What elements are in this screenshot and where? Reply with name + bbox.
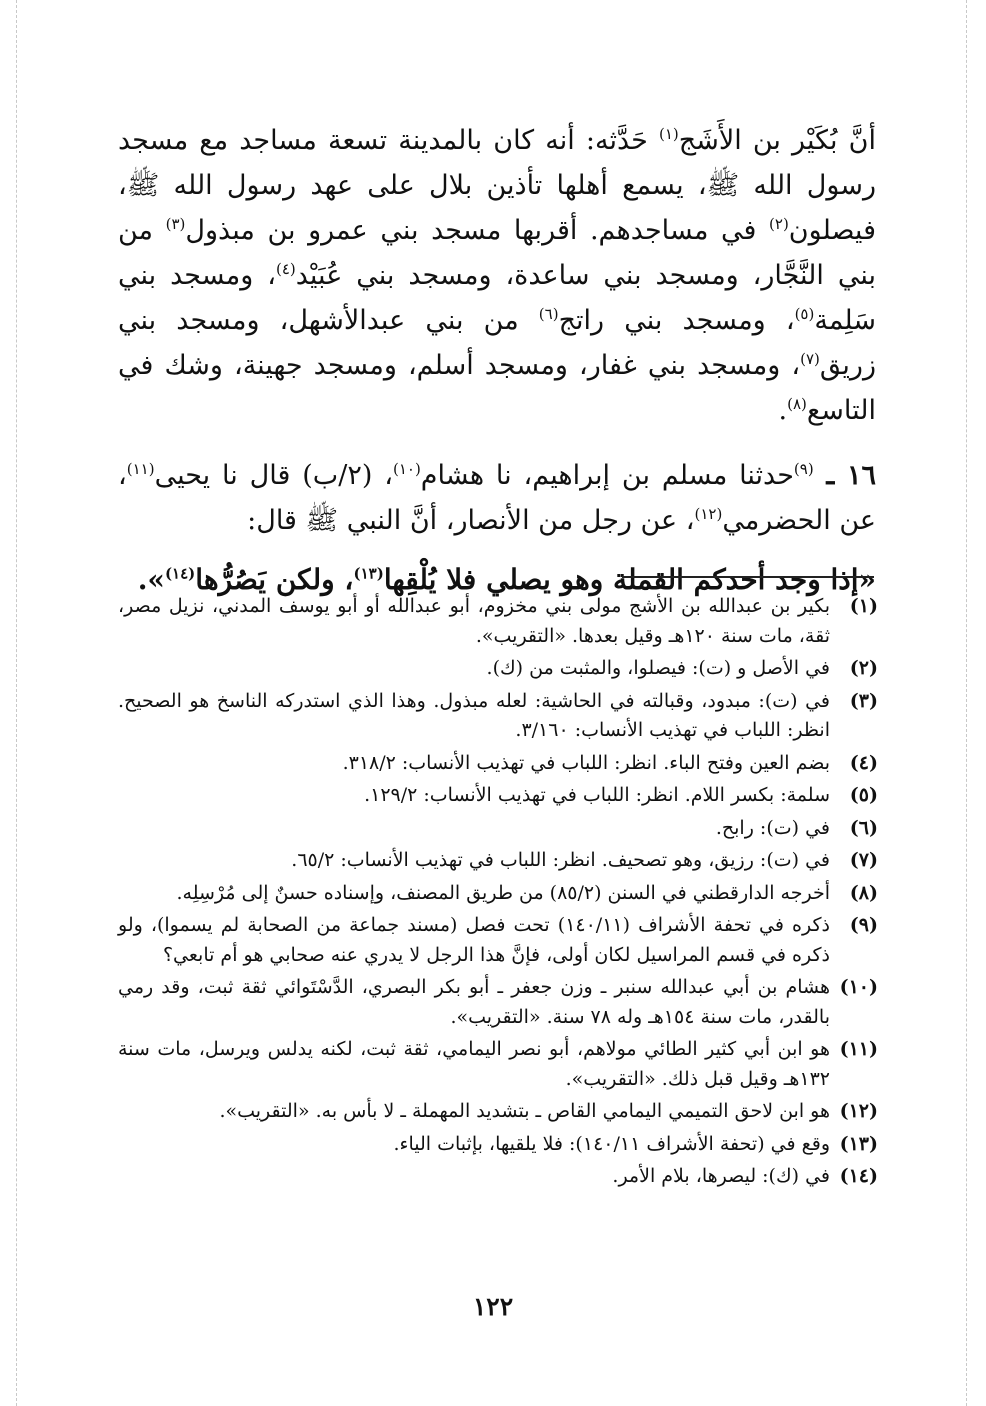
footnote-item <box>118 846 878 876</box>
footnote-ref: (٢) <box>769 215 789 233</box>
footnote-number: (١٢) <box>839 1100 878 1122</box>
text-segment: ، عن الحضرمي <box>118 460 876 536</box>
footnote-number: (٣) <box>849 689 878 712</box>
footnote-number: (١١) <box>839 1038 878 1060</box>
footnote-ref: (١٣) <box>353 564 384 583</box>
footnote-item <box>118 814 878 844</box>
text-segment: ». <box>137 563 165 596</box>
footnote-text: في (ك): ليصرها، بلام الأمر. <box>612 1165 830 1187</box>
footnote-text: هشام بن أبي عبدالله سنبر ـ وزن جعفر ـ أبو بكر البصري، الدَّسْتَوائي ثقة ثبت، وقد رمي بالقدر، مات سنة ١٥٤هـ وله ٧٨ سنة. «التقريب». <box>118 976 830 1028</box>
footnote-item <box>118 592 878 651</box>
text-segment: من بني النَّجَّار، ومسجد بني ساعدة، ومسجد بني عُبَيْد <box>118 215 877 291</box>
paragraph-mosques <box>118 118 876 433</box>
footnote-text: وقع في (تحفة الأشراف ١٤٠/١١): فلا يلقيها، بإثبات الياء. <box>393 1132 830 1155</box>
footnote-ref: (٩) <box>793 460 814 478</box>
footnote-text: في (ت): رزيق، وهو تصحيف. انظر: اللباب في تهذيب الأنساب: ٦٥/٢. <box>291 849 830 871</box>
footnote-text: سلمة: بكسر اللام. انظر: اللباب في تهذيب الأنساب: ١٢٩/٢. <box>364 784 830 806</box>
footnote-number: (٧) <box>849 849 878 871</box>
footnote-text: بكير بن عبدالله بن الأشج مولى بني مخزوم، أبو عبدالله أو أبو يوسف المدني، نزيل مصر، ثقة، مات سنة ١٢٠هـ وقيل بعدها. «التقريب». <box>118 595 830 647</box>
footnote-ref: (١٢) <box>694 505 723 523</box>
text-segment: . <box>778 395 788 426</box>
footnote-ref: (٥) <box>794 305 815 323</box>
text-segment: أنَّ بُكَيْر بن الأَشَج <box>678 125 876 156</box>
footnote-item <box>118 1097 878 1127</box>
footnote-number: (٩) <box>849 914 878 936</box>
footnote-ref: (٧) <box>800 350 820 368</box>
text-segment: حَدَّثه: أنه كان بالمدينة تسعة مساجد مع مسجد رسول الله ﷺ، يسمع أهلها تأذين بلال على عهد رسول الله ﷺ، فيصلون <box>118 125 876 246</box>
footnote-text: بضم العين وفتح الباء. انظر: اللباب في تهذيب الأنساب: ٣١٨/٢. <box>342 751 830 774</box>
footnote-number: (١٣) <box>839 1132 878 1155</box>
footnote-ref: (١٤) <box>164 564 196 583</box>
text-segment: حدثنا مسلم بن إبراهيم، نا هشام <box>420 460 794 491</box>
footnote-number: (١٠) <box>839 976 878 998</box>
footnote-text: في (ت): مبدود، وقبالته في الحاشية: لعله مبذول. وهذا الذي استدركه الناسخ هو الصحيح. انظر: اللباب في تهذيب الأنساب: ٣/١٦٠. <box>118 689 830 741</box>
footnote-number: (١) <box>849 595 878 617</box>
text-segment: في مساجدهم. أقربها مسجد بني عمرو بن مبذول <box>185 215 770 246</box>
text-segment: ، ولكن يَصُرُّها <box>195 563 354 596</box>
footnote-text: هو ابن لاحق التميمي اليمامي القاص ـ بتشديد المهملة ـ لا بأس به. «التقريب». <box>219 1100 830 1122</box>
paragraph-hadith-isnad <box>118 453 876 543</box>
footnote-ref: (٨) <box>787 395 807 413</box>
text-segment: ، (٢/ب) قال نا يحيى <box>154 460 393 491</box>
footnote-item <box>118 1035 878 1094</box>
footnote-ref: (١٠) <box>392 460 421 478</box>
text-segment: ، ومسجد بني سَلِمة <box>118 260 876 336</box>
footnote-separator <box>622 576 874 578</box>
footnote-ref: (٤) <box>275 260 296 278</box>
scan-border-right <box>966 0 967 1406</box>
footnote-item <box>118 781 878 811</box>
text-segment: من بني عبدالأشهل، ومسجد بني زريق <box>118 305 876 381</box>
footnote-number: (٢) <box>849 657 878 679</box>
footnote-ref: (١١) <box>126 460 155 478</box>
footnote-ref: (٣) <box>165 215 186 233</box>
footnote-item <box>118 879 878 909</box>
footnote-text: ذكره في تحفة الأشراف (١٤٠/١١) تحت فصل (مسند جماعة من الصحابة لم يسموا)، ولو ذكره في قسم المراسيل لكان أولى، فإنَّ هذا الرجل لا يدري عنه صحابي هو أم تابعي؟ <box>118 914 830 966</box>
scan-border-left <box>16 0 17 1406</box>
footnote-text: في (ت): رابح. <box>715 816 830 839</box>
text-segment: ، ومسجد بني راتج <box>558 305 795 336</box>
footnote-item <box>118 654 878 684</box>
footnotes <box>118 592 878 1195</box>
footnote-ref: (١) <box>659 125 679 143</box>
footnote-item <box>118 1162 878 1192</box>
main-text <box>118 118 876 603</box>
footnote-item <box>118 973 878 1032</box>
footnote-number: (٤) <box>849 751 878 774</box>
footnote-item <box>118 749 878 779</box>
footnote-number: (٥) <box>849 784 878 806</box>
text-segment: ، ومسجد بني غفار، ومسجد أسلم، ومسجد جهينة، وشك في التاسع <box>118 350 876 426</box>
hadith-number: ١٦ ـ <box>813 460 876 491</box>
footnote-text: أخرجه الدارقطني في السنن (٨٥/٢) من طريق المصنف، وإسناده حسنٌ إلى مُرْسِلِه. <box>176 881 830 904</box>
text-segment: «إذا وجد أحدكم القملة وهو يصلي فلا يُلْقِها <box>383 563 876 596</box>
footnote-number: (١٤) <box>839 1165 878 1187</box>
footnote-text: في الأصل و (ت): فيصلوا، والمثبت من (ك). <box>486 657 830 679</box>
footnote-item <box>118 911 878 970</box>
footnote-ref: (٦) <box>538 305 559 323</box>
footnote-item <box>118 1130 878 1160</box>
footnote-number: (٦) <box>849 816 878 839</box>
footnote-item <box>118 687 878 746</box>
text-segment: ، عن رجل من الأنصار، أنَّ النبي ﷺ قال: <box>247 505 695 536</box>
footnote-number: (٨) <box>849 881 878 904</box>
page-number: ١٢٢ <box>472 1292 514 1321</box>
footnote-text: هو ابن أبي كثير الطائي مولاهم، أبو نصر اليمامي، ثقة ثبت، لكنه يدلس ويرسل، مات سنة ١٣٢هـ وقيل قبل ذلك. «التقريب». <box>118 1038 830 1090</box>
